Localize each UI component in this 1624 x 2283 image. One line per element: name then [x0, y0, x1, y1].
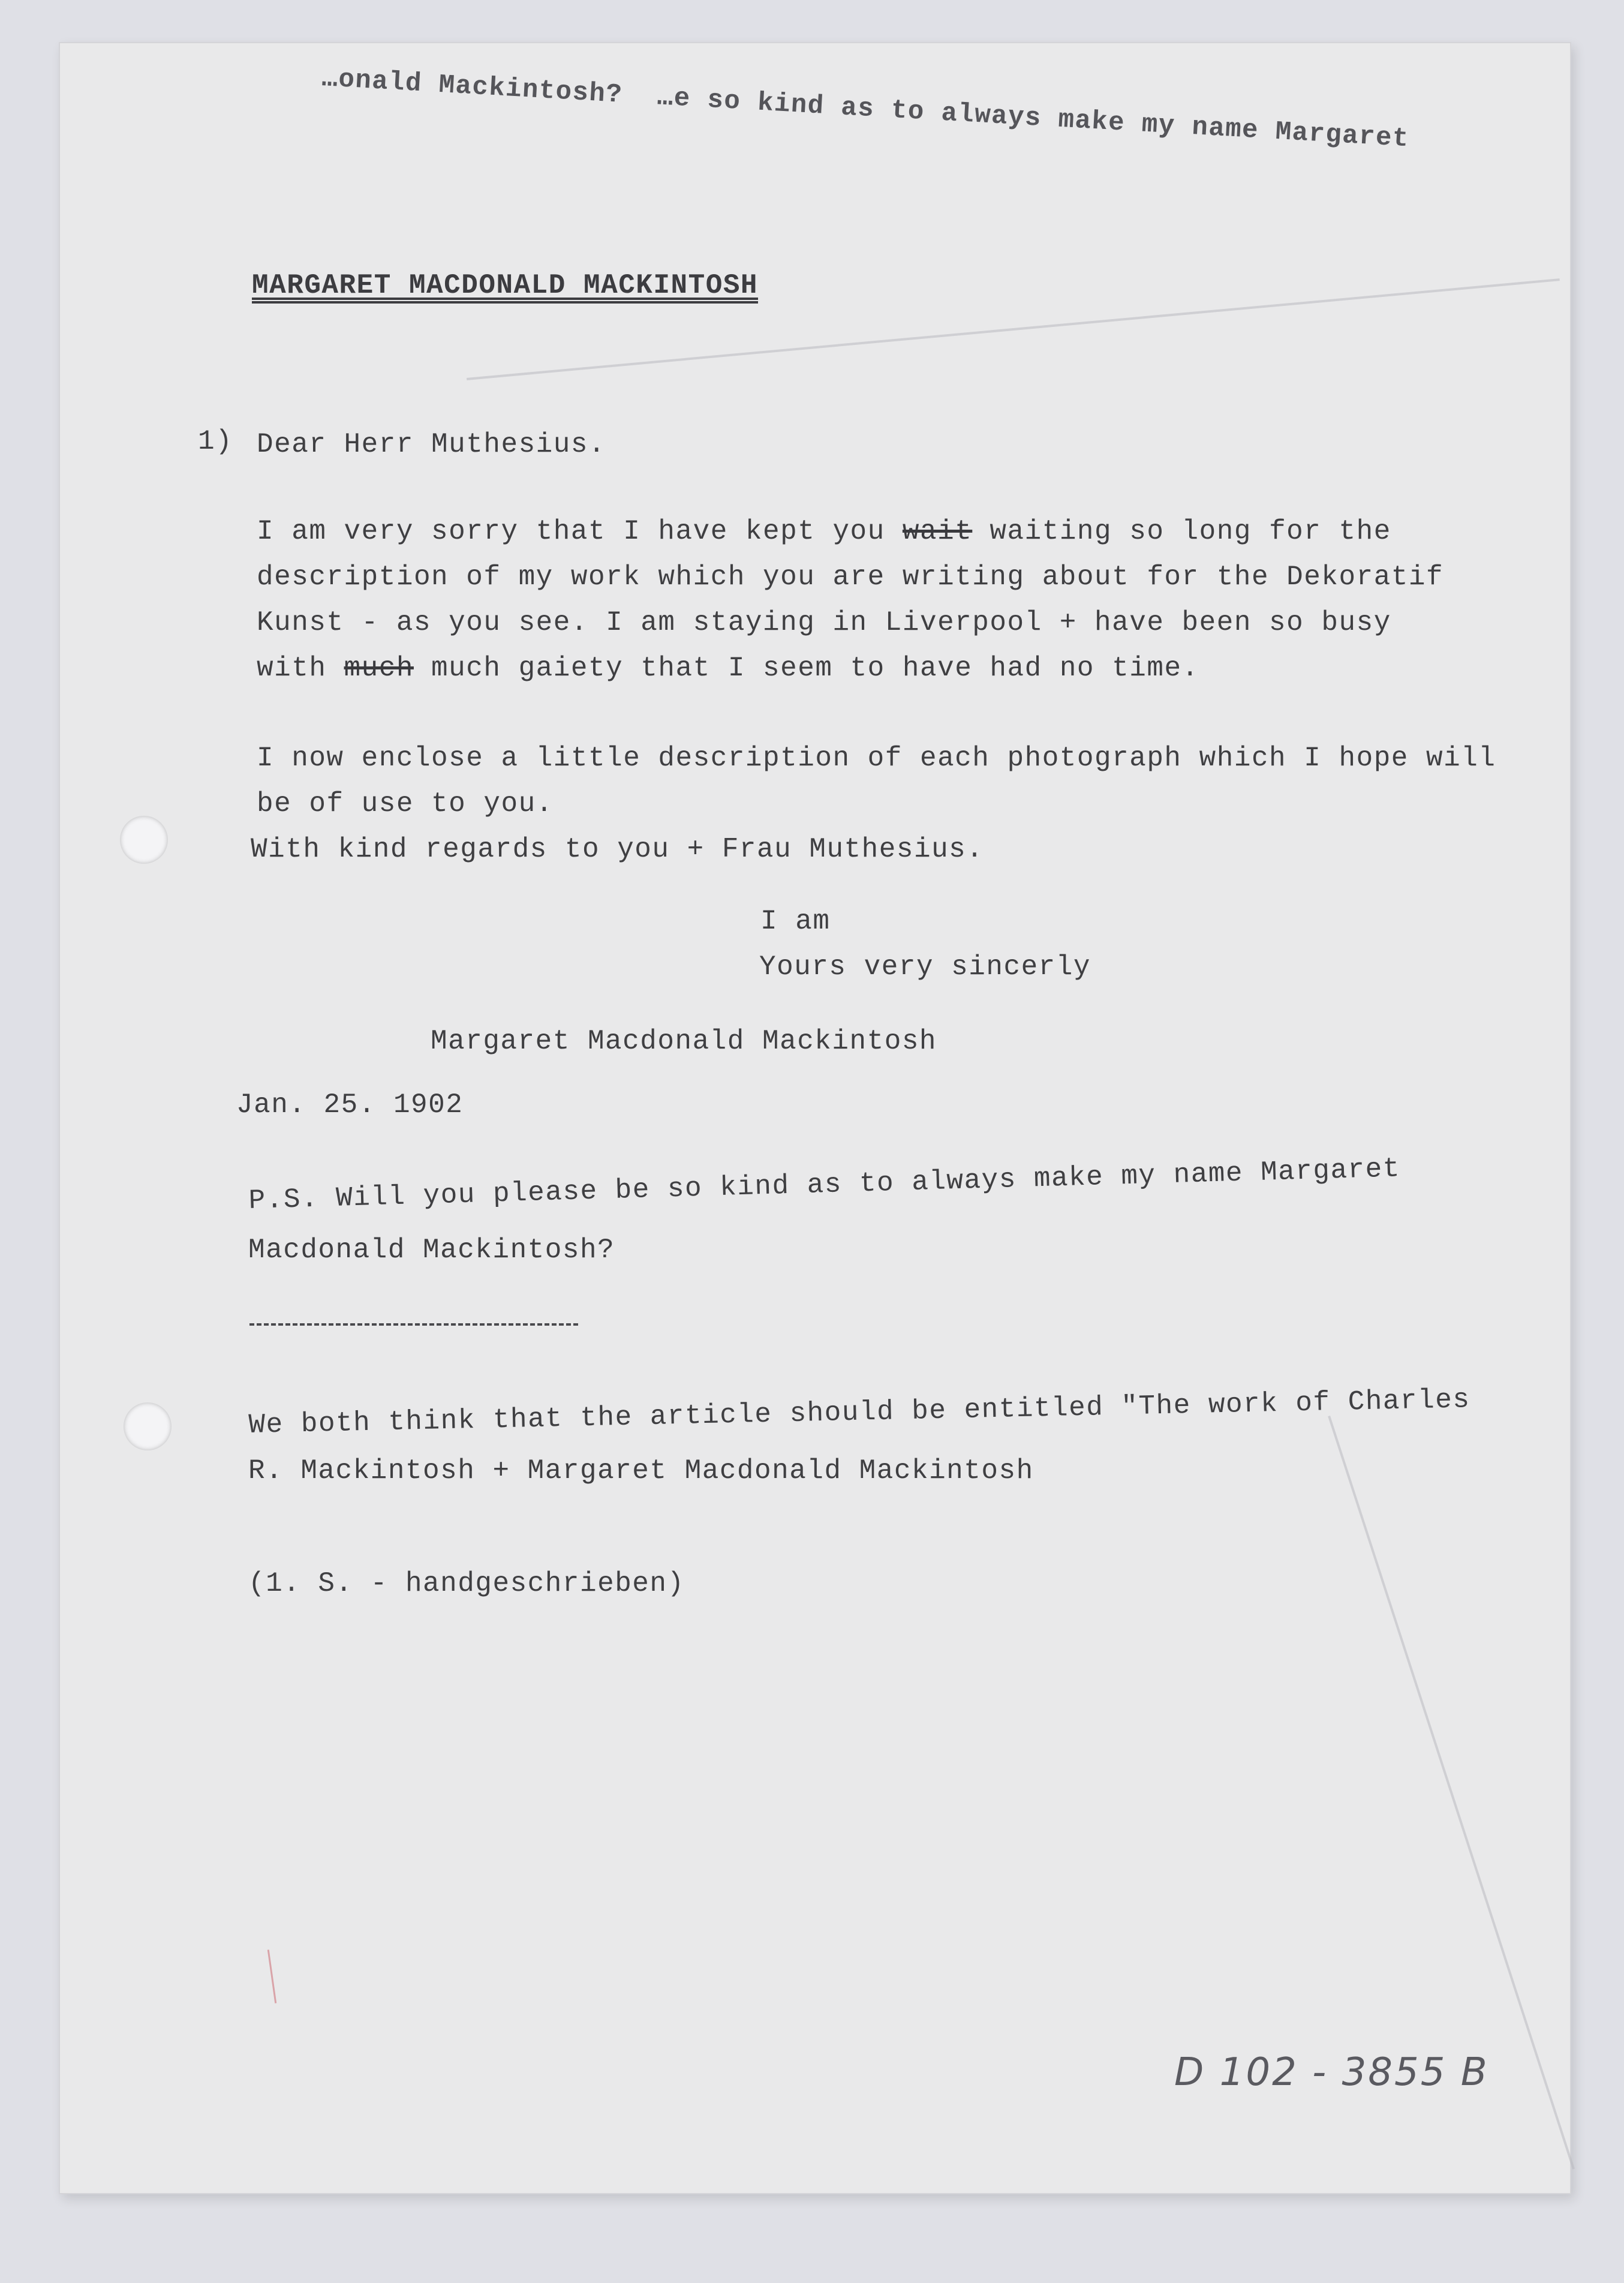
text-segment: much gaiety that I seem to have had no time.: [413, 653, 1199, 684]
paragraph-1-line-2: description of my work which you are writing about for the Dekoratif: [257, 561, 1444, 593]
paragraph-2-line-1: I now enclose a little description of each photograph which I hope will: [257, 743, 1496, 774]
text-segment: waiting so long for the: [972, 516, 1391, 547]
paragraph-2-line-2: be of use to you.: [257, 788, 554, 819]
salutation: Dear Herr Muthesius.: [257, 429, 606, 460]
closing-line-2: Yours very sincerly: [759, 951, 1091, 983]
note-line-1: We both think that the article should be entitled "The work of Charles: [248, 1384, 1470, 1441]
archive-number: D 102 - 3855 B: [1174, 2050, 1489, 2095]
paragraph-1-line-1: [257, 516, 1391, 547]
struck-word: wait: [902, 516, 973, 547]
offset-print-line: [321, 64, 1410, 154]
text-segment: I am very sorry that I have kept you: [257, 516, 903, 547]
page-title: MARGARET MACDONALD MACKINTOSH: [252, 270, 759, 301]
paragraph-2-line-3: With kind regards to you + Frau Muthesius.: [251, 834, 984, 865]
document-page: [59, 42, 1571, 2194]
note-line-2: R. Mackintosh + Margaret Macdonald Mackintosh: [248, 1455, 1034, 1486]
text-segment: with: [257, 653, 344, 684]
letter-number: 1): [198, 426, 233, 457]
paragraph-1-line-4: [257, 653, 1199, 684]
signature: Margaret Macdonald Mackintosh: [431, 1026, 937, 1057]
offset-part-2: …e so kind as to always make my name Margaret: [656, 82, 1411, 155]
letter-date: Jan. 25. 1902: [236, 1089, 464, 1121]
offset-part-1: …onald Mackintosh?: [321, 64, 624, 110]
punch-hole: [124, 1402, 172, 1450]
postscript-line-1: P.S. Will you please be so kind as to always make my name Margaret: [248, 1153, 1401, 1216]
paragraph-1-line-3: Kunst - as you see. I am staying in Liverpool + have been so busy: [257, 607, 1391, 638]
postscript-line-2: Macdonald Mackintosh?: [248, 1234, 615, 1266]
handwritten-remark: (1. S. - handgeschrieben): [248, 1568, 685, 1599]
closing-line-1: I am: [760, 906, 831, 937]
punch-hole: [120, 816, 168, 864]
separator-line: [249, 1323, 578, 1326]
red-mark: [267, 1949, 276, 2003]
struck-word: much: [344, 653, 414, 684]
